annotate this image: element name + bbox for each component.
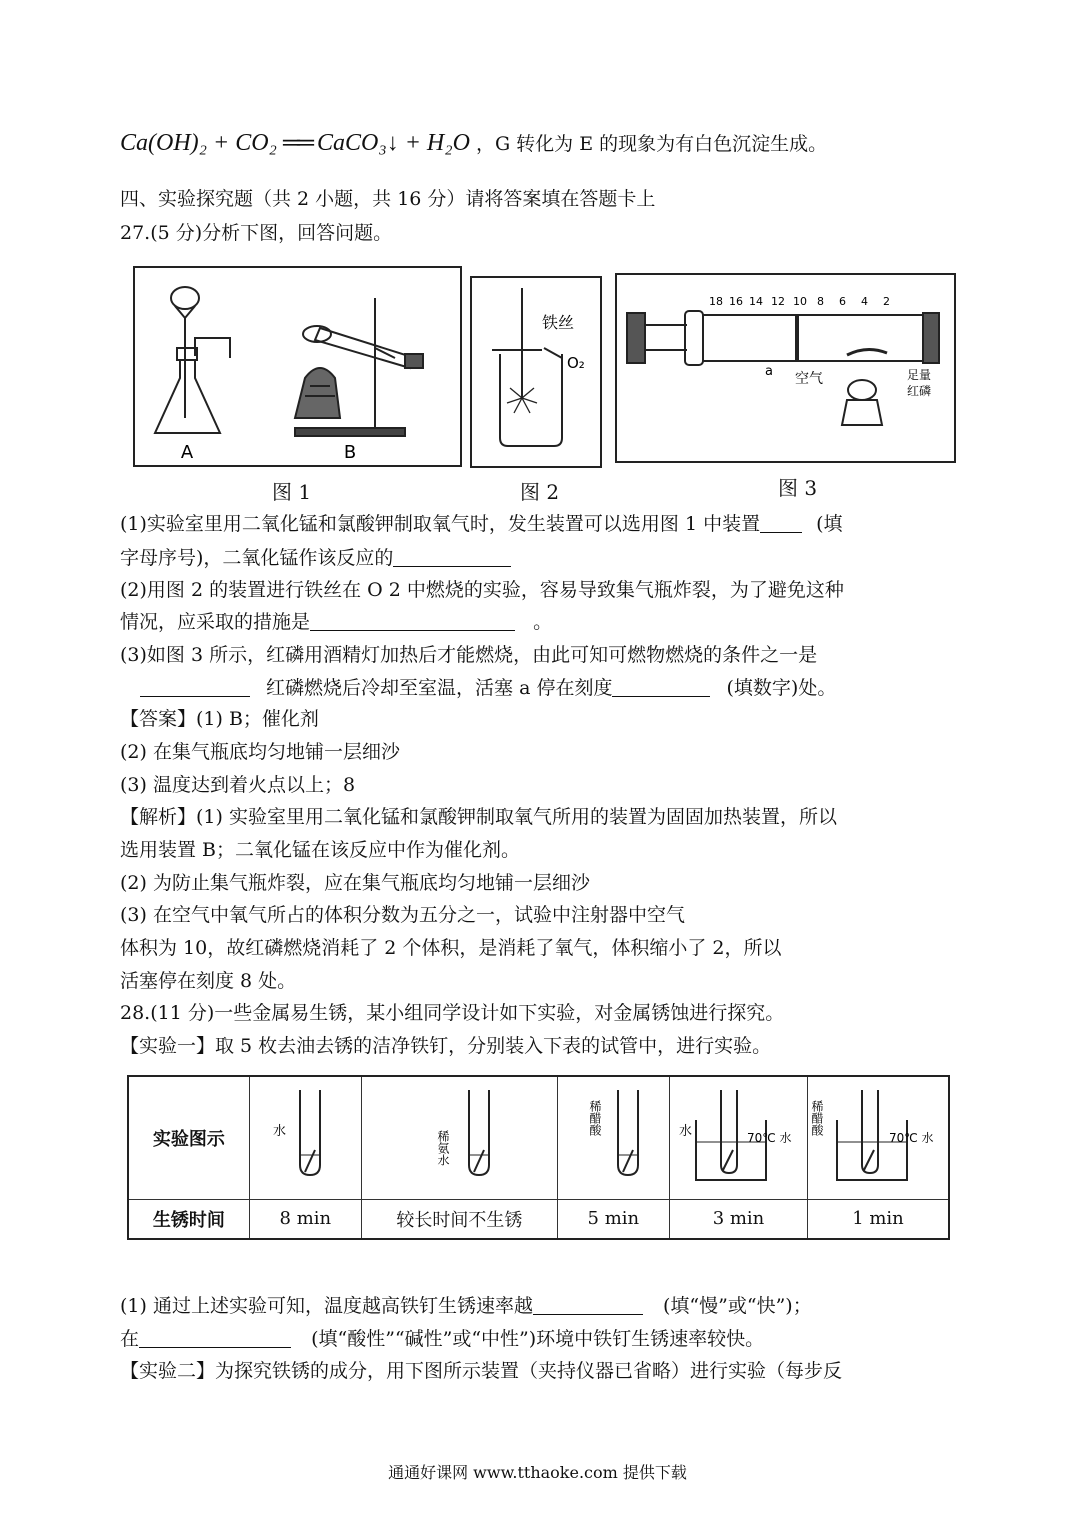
answer-blank[interactable] bbox=[760, 510, 802, 533]
q27-p2-text-b: 情况，应采取的措施是 bbox=[120, 611, 311, 633]
scale-mark: 10 bbox=[793, 295, 807, 308]
table-row-images bbox=[128, 1076, 949, 1199]
beaker-diagram bbox=[671, 1080, 806, 1190]
tube-label: 稀氨水 bbox=[436, 1130, 451, 1167]
q27-part2-line2 bbox=[120, 607, 552, 637]
q27-answer-2: (2) 在集气瓶底均匀地铺一层细沙 bbox=[120, 741, 400, 763]
scale-mark: 12 bbox=[771, 295, 785, 308]
formula-line bbox=[120, 128, 827, 159]
scale-mark: 18 bbox=[709, 295, 723, 308]
answer-blank[interactable] bbox=[533, 1292, 643, 1315]
answer-blank[interactable] bbox=[612, 674, 710, 697]
figure-1-box bbox=[133, 266, 462, 467]
section4-heading: 四、实验探究题（共 2 小题，共 16 分）请将答案填在答题卡上 bbox=[120, 188, 656, 210]
tube-label: 稀醋酸 bbox=[809, 1100, 824, 1137]
q28-stem: 28.(11 分)一些金属易生锈，某小组同学设计如下实验，对金属锈蚀进行探究。 bbox=[120, 1002, 785, 1024]
figure-3-caption: 图 3 bbox=[778, 476, 818, 500]
beaker-diagram bbox=[809, 1080, 947, 1190]
row-header-times: 生锈时间 bbox=[128, 1199, 249, 1239]
row-header-images: 实验图示 bbox=[128, 1076, 249, 1199]
q27-analysis-5: 体积为 10，故红磷燃烧消耗了 2 个体积，是消耗了氧气，体积缩小了 2，所以 bbox=[120, 937, 782, 959]
q27-analysis-4: (3) 在空气中氧气所占的体积分数为五分之一，试验中注射器中空气 bbox=[120, 904, 685, 926]
figure-3-box bbox=[615, 273, 956, 463]
time-cell: 3 min bbox=[669, 1199, 807, 1239]
q27-answer-1: 【答案】(1) B；催化剂 bbox=[120, 708, 319, 730]
q28-exp1: 【实验一】取 5 枚去油去锈的洁净铁钉，分别装入下表的试管中，进行实验。 bbox=[120, 1035, 772, 1057]
tube-cell-1 bbox=[249, 1076, 361, 1199]
test-tube-diagram bbox=[563, 1080, 663, 1190]
tube-cell-3 bbox=[557, 1076, 669, 1199]
q27-answer-3: (3) 温度达到着火点以上；8 bbox=[120, 774, 356, 796]
answer-blank[interactable] bbox=[139, 1325, 291, 1348]
scale-mark: 2 bbox=[883, 295, 890, 308]
bath-label: 70℃ 水 bbox=[888, 1131, 934, 1146]
page-footer: 通通好课网 www.tthaoke.com 提供下载 bbox=[388, 1463, 687, 1482]
tube-label: 水 bbox=[678, 1124, 692, 1140]
scale-mark: 14 bbox=[749, 295, 763, 308]
fig3-label-air: 空气 bbox=[795, 371, 823, 387]
q27-part1-line1 bbox=[120, 509, 843, 539]
q27-p1-text-a: (1)实验室里用二氧化锰和氯酸钾制取氧气时，发生装置可以选用图 1 中装置 bbox=[120, 513, 761, 535]
q27-analysis-6: 活塞停在刻度 8 处。 bbox=[120, 970, 297, 992]
tube-label: 稀醋酸 bbox=[588, 1100, 603, 1137]
scale-mark: 4 bbox=[861, 295, 868, 308]
q28-q1-text-d: (填“酸性”“碱性”或“中性”)环境中铁钉生锈速率较快。 bbox=[311, 1328, 765, 1350]
test-tube-diagram bbox=[399, 1080, 519, 1190]
bath-label: 70℃ 水 bbox=[746, 1131, 792, 1146]
table-row-times bbox=[128, 1199, 949, 1239]
q27-part1-line2 bbox=[120, 543, 511, 573]
test-tube-diagram bbox=[255, 1080, 355, 1190]
scale-mark: 6 bbox=[839, 295, 846, 308]
time-cell: 1 min bbox=[807, 1199, 949, 1239]
apparatus-b-stand bbox=[295, 298, 423, 436]
fig2-label-o2: O₂ bbox=[567, 354, 585, 372]
figure-1-caption: 图 1 bbox=[272, 480, 312, 504]
figure-3-apparatus bbox=[617, 275, 954, 461]
equation-rhs: CaCO₃↓ + H₂O bbox=[317, 130, 470, 156]
time-cell: 5 min bbox=[557, 1199, 669, 1239]
q27-analysis-3: (2) 为防止集气瓶炸裂，应在集气瓶底均匀地铺一层细沙 bbox=[120, 872, 590, 894]
q27-p1-text-c: 字母序号)，二氧化锰作该反应的 bbox=[120, 547, 394, 569]
figure-1-apparatus bbox=[135, 268, 460, 465]
q27-part2-line1: (2)用图 2 的装置进行铁丝在 O 2 中燃烧的实验，容易导致集气瓶炸裂，为了避免这种 bbox=[120, 579, 844, 601]
fig1-label-a: A bbox=[180, 442, 194, 463]
q27-p1-text-b: (填 bbox=[816, 513, 843, 535]
fig1-label-b: B bbox=[343, 442, 357, 463]
figure-2-caption: 图 2 bbox=[520, 480, 560, 504]
tube-cell-2 bbox=[362, 1076, 558, 1199]
fig3-label-p1: 足量 bbox=[907, 368, 932, 382]
q28-q1-text-a: (1) 通过上述实验可知，温度越高铁钉生锈速率越 bbox=[120, 1295, 533, 1317]
scale-mark: 16 bbox=[729, 295, 743, 308]
syringe bbox=[627, 311, 939, 425]
q28-part1-line1 bbox=[120, 1291, 812, 1321]
time-cell: 较长时间不生锈 bbox=[362, 1199, 558, 1239]
answer-blank[interactable] bbox=[393, 544, 511, 567]
q27-part3-line2 bbox=[120, 673, 836, 703]
q28-exp2: 【实验二】为探究铁锈的成分，用下图所示装置（夹持仪器已省略）进行实验（每步反 bbox=[120, 1360, 843, 1382]
fig2-label-wire: 铁丝 bbox=[542, 313, 575, 332]
figure-2-box bbox=[470, 276, 602, 468]
q27-part3-line1: (3)如图 3 所示，红磷用酒精灯加热后才能燃烧，由此可知可燃物燃烧的条件之一是 bbox=[120, 644, 818, 666]
experiment-table bbox=[127, 1075, 950, 1240]
q27-p3-text-c: (填数字)处。 bbox=[726, 677, 837, 699]
tube-cell-5 bbox=[807, 1076, 949, 1199]
q28-q1-text-c: 在 bbox=[120, 1328, 140, 1350]
tube-label: 水 bbox=[273, 1124, 287, 1140]
formula-tail-text: ，G 转化为 E 的现象为有白色沉淀生成。 bbox=[475, 133, 828, 155]
time-cell: 8 min bbox=[249, 1199, 361, 1239]
q28-part1-line2 bbox=[120, 1324, 764, 1354]
q28-q1-text-b: (填“慢”或“快”)； bbox=[663, 1295, 812, 1317]
scale-mark: 8 bbox=[817, 295, 824, 308]
q27-analysis-2: 选用装置 B；二氧化锰在该反应中作为催化剂。 bbox=[120, 839, 521, 861]
equation-lhs: Ca(OH)₂ + CO₂ bbox=[120, 130, 277, 156]
q27-stem: 27.(5 分)分析下图，回答问题。 bbox=[120, 222, 393, 244]
equation-equals: ══ bbox=[282, 130, 311, 156]
tube-cell-4 bbox=[669, 1076, 807, 1199]
fig3-label-a: a bbox=[765, 364, 773, 379]
answer-blank[interactable] bbox=[140, 674, 250, 697]
gas-jar bbox=[492, 288, 562, 446]
q27-analysis-1: 【解析】(1) 实验室里用二氧化锰和氯酸钾制取氧气所用的装置为固固加热装置，所以 bbox=[120, 806, 837, 828]
fig3-label-p2: 红磷 bbox=[907, 384, 932, 398]
figure-2-apparatus bbox=[472, 278, 600, 466]
q27-p3-text-b: 红磷燃烧后冷却至室温，活塞 a 停在刻度 bbox=[266, 677, 613, 699]
answer-blank[interactable] bbox=[310, 608, 515, 631]
q27-p2-text-c: 。 bbox=[533, 611, 553, 633]
apparatus-a-flask bbox=[155, 287, 230, 433]
